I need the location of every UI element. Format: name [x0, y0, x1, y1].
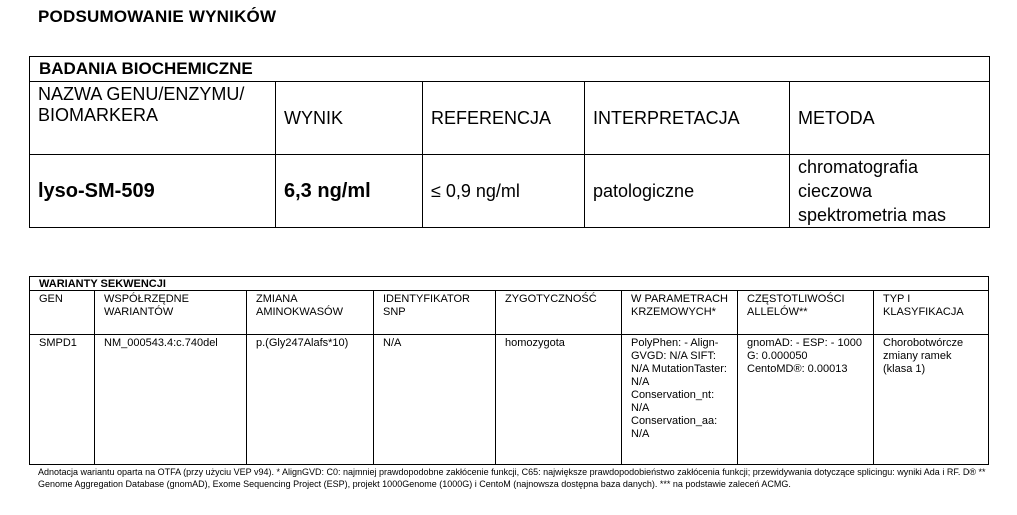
col-in-silico: W PARAMETRACH KRZEMOWYCH*	[622, 291, 738, 335]
variants-header: WARIANTY SEKWENCJI	[30, 277, 989, 291]
col-interpretation: INTERPRETACJA	[585, 82, 790, 155]
col-aa-change: ZMIANA AMINOKWASÓW	[247, 291, 374, 335]
interpretation-value: patologiczne	[585, 155, 790, 228]
variants-table	[29, 276, 989, 465]
col-method: METODA	[790, 82, 990, 155]
col-coords: WSPÓŁRZĘDNE WARIANTÓW	[95, 291, 247, 335]
table-row	[30, 335, 989, 465]
col-reference: REFERENCJA	[423, 82, 585, 155]
in-silico-value: PolyPhen: - Align-GVGD: N/A SIFT: N/A MutationTaster: N/A Conservation_nt: N/A Conservation_aa: N/A	[622, 335, 738, 465]
table-row	[30, 155, 990, 228]
col-gen: GEN	[30, 291, 95, 335]
biomarker-name: lyso-SM-509	[30, 155, 276, 228]
aa-change-value: p.(Gly247Alafs*10)	[247, 335, 374, 465]
result-value: 6,3 ng/ml	[276, 155, 423, 228]
col-classification: TYP I KLASYFIKACJA	[874, 291, 989, 335]
classification-value: Chorobotwórcze zmiany ramek (klasa 1)	[874, 335, 989, 465]
biochem-header: BADANIA BIOCHEMICZNE	[30, 57, 990, 82]
reference-value: ≤ 0,9 ng/ml	[423, 155, 585, 228]
snp-value: N/A	[374, 335, 496, 465]
col-zygosity: ZYGOTYCZNOŚĆ	[496, 291, 622, 335]
coords-value: NM_000543.4:c.740del	[95, 335, 247, 465]
page-title: PODSUMOWANIE WYNIKÓW	[38, 7, 277, 26]
col-frequencies: CZĘSTOTLIWOŚCI ALLELÓW**	[738, 291, 874, 335]
col-gene-name: NAZWA GENU/ENZYMU/ BIOMARKERA	[30, 82, 276, 155]
gene-value: SMPD1	[30, 335, 95, 465]
col-snp: IDENTYFIKATOR SNP	[374, 291, 496, 335]
frequencies-value: gnomAD: - ESP: - 1000 G: 0.000050 CentoMD®: 0.00013	[738, 335, 874, 465]
zygosity-value: homozygota	[496, 335, 622, 465]
footnote: Adnotacja wariantu oparta na OTFA (przy użyciu VEP v94). * AlignGVD: C0: najmniej prawdopodobne zakłócenie funkcji, C65: największe prawdopodobieństwo zakłócenia funkcji; przewidywania dotyczące splicingu: wyniki Ada i RF. D® ** Genome Aggregation Database (gnomAD), Exome Sequencing Project (ESP), projekt 1000Genome (1000G) i CentoM (najnowsza dostępna baza danych). *** na podstawie zaleceń ACMG.	[38, 467, 986, 489]
col-result: WYNIK	[276, 82, 423, 155]
method-value: chromatografia cieczowa spektrometria mas	[790, 155, 990, 228]
biochem-table	[29, 56, 990, 228]
